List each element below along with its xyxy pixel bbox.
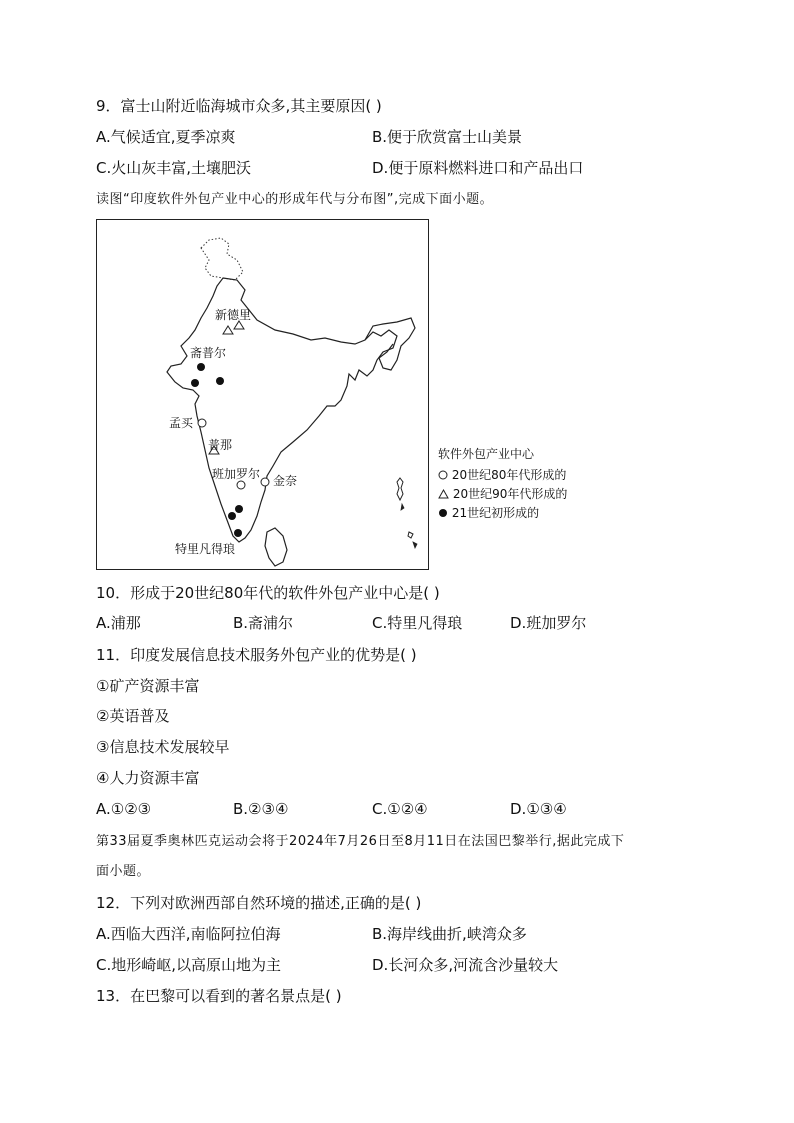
city-label-mumbai: 孟买 — [169, 416, 194, 430]
map-intro: 读图“印度软件外包产业中心的形成年代与分布图”,完成下面小题。 — [96, 192, 494, 207]
q9-option-c: C.火山灰丰富,土壤肥沃 — [96, 159, 252, 177]
circle-icon — [438, 470, 448, 480]
q9-option-b: B.便于欣赏富士山美景 — [372, 128, 523, 146]
bangalore-circle-marker — [237, 481, 245, 489]
q11-item-3: ③信息技术发展较早 — [96, 738, 230, 756]
city-label-pune: 普那 — [208, 438, 233, 452]
nicobar-islands — [408, 532, 413, 538]
q12-option-d: D.长河众多,河流含沙量较大 — [372, 956, 559, 974]
india-mainland — [167, 278, 397, 542]
dot-icon — [438, 508, 448, 518]
legend-label-1990s: 20世纪90年代形成的 — [452, 487, 568, 501]
city-label-trivandrum: 特里凡得琅 — [175, 542, 236, 556]
q11-option-d: D.①③④ — [510, 800, 567, 818]
triangle-icon — [438, 489, 449, 499]
andaman-islet — [401, 504, 404, 510]
q11-option-a: A.①②③ — [96, 800, 152, 818]
q11-item-1: ①矿产资源丰富 — [96, 677, 200, 695]
olympics-intro-line-2: 面小题。 — [96, 864, 151, 879]
legend-label-2000s: 21世纪初形成的 — [451, 506, 540, 520]
south-dot-marker-1 — [235, 505, 243, 513]
q11-option-c: C.①②④ — [372, 800, 428, 818]
q12-stem: 12．下列对欧洲西部自然环境的描述,正确的是( ) — [96, 894, 422, 912]
india-map-figure — [96, 219, 429, 570]
andaman-islands — [397, 478, 403, 500]
q10-option-b: B.斋浦尔 — [233, 614, 294, 632]
nicobar-islet — [413, 542, 417, 548]
q9-stem: 9．富士山附近临海城市众多,其主要原因( ) — [96, 97, 382, 115]
trivandrum-dot-marker — [234, 529, 242, 537]
west-dot-marker — [191, 379, 199, 387]
q10-option-a: A.浦那 — [96, 614, 141, 632]
q10-option-d: D.班加罗尔 — [510, 614, 587, 632]
south-dot-marker-2 — [228, 512, 236, 520]
q12-option-a: A.西临大西洋,南临阿拉伯海 — [96, 925, 281, 943]
city-label-chennai: 金奈 — [273, 474, 298, 488]
legend-item-2000s — [438, 506, 539, 520]
q11-stem: 11．印度发展信息技术服务外包产业的优势是( ) — [96, 646, 417, 664]
kashmir-region — [201, 238, 243, 280]
q11-item-2: ②英语普及 — [96, 707, 170, 725]
legend-item-1980s — [438, 468, 566, 482]
q12-option-c: C.地形崎岖,以高原山地为主 — [96, 956, 282, 974]
jaipur-dot-marker — [197, 363, 205, 371]
olympics-intro-line-1: 第33届夏季奥林匹克运动会将于2024年7月26日至8月11日在法国巴黎举行,据此完成下 — [96, 834, 625, 849]
sri-lanka — [265, 528, 287, 566]
central-dot-marker — [216, 377, 224, 385]
india-outline-icon — [97, 220, 428, 569]
city-label-delhi: 新德里 — [215, 308, 252, 322]
chennai-circle-marker — [261, 478, 269, 486]
q13-stem: 13．在巴黎可以看到的著名景点是( ) — [96, 987, 342, 1005]
india-northeast — [365, 318, 415, 370]
q9-option-d: D.便于原料燃料进口和产品出口 — [372, 159, 584, 177]
mumbai-circle-marker — [198, 419, 206, 427]
q12-option-b: B.海岸线曲折,峡湾众多 — [372, 925, 527, 943]
legend-title: 软件外包产业中心 — [438, 447, 535, 461]
legend-item-1990s — [438, 487, 567, 501]
q11-item-4: ④人力资源丰富 — [96, 769, 200, 787]
city-label-bangalore: 班加罗尔 — [212, 467, 261, 481]
q11-option-b: B.②③④ — [233, 800, 289, 818]
delhi-triangle-marker-2 — [234, 321, 244, 329]
q10-option-c: C.特里凡得琅 — [372, 614, 463, 632]
q9-option-a: A.气候适宜,夏季凉爽 — [96, 128, 236, 146]
legend-label-1980s: 20世纪80年代形成的 — [451, 468, 567, 482]
q10-stem: 10．形成于20世纪80年代的软件外包产业中心是( ) — [96, 584, 440, 602]
delhi-triangle-marker-1 — [223, 326, 233, 334]
city-label-jaipur: 斋普尔 — [190, 346, 227, 360]
